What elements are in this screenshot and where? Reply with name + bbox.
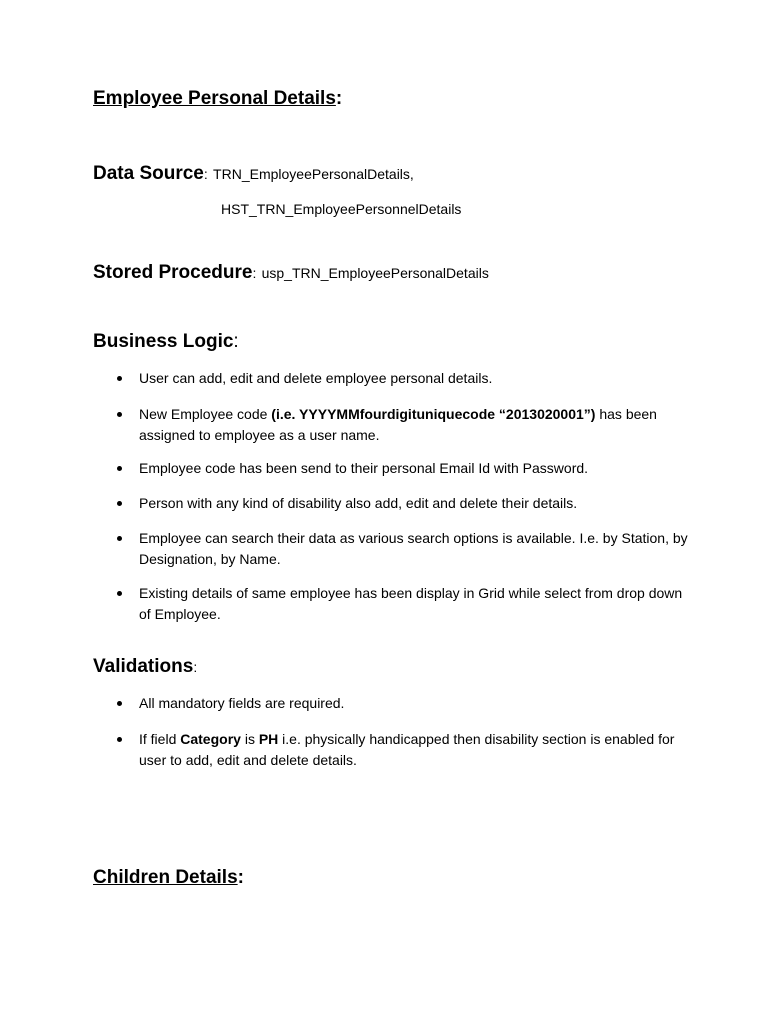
business-logic-colon: : <box>233 331 239 352</box>
stored-procedure-label: Stored Procedure <box>93 262 253 283</box>
bullet-icon <box>117 536 122 541</box>
children-details-heading <box>93 867 244 889</box>
bullet-icon <box>117 466 122 471</box>
list-item: Existing details of same employee has been display in Grid while select from drop down of Employee. <box>0 583 768 625</box>
data-source-section <box>93 163 414 185</box>
ph-value: PH <box>258 731 279 747</box>
bullet-icon <box>117 737 122 742</box>
bullet-icon <box>117 412 122 417</box>
category-field-name: Category <box>180 731 241 747</box>
list-item: If field Category is PH i.e. physically handicapped then disability section is enabled for user to add, edit and delete details. <box>0 729 768 771</box>
stored-procedure-section <box>93 262 489 284</box>
bullet-icon <box>117 701 122 706</box>
list-item: Person with any kind of disability also add, edit and delete their details. <box>0 493 768 514</box>
business-logic-heading <box>93 331 239 353</box>
data-source-value-2: HST_TRN_EmployeePersonnelDetails <box>221 201 462 217</box>
employee-code-format: (i.e. YYYYMMfourdigituniquecode “2013020001”) <box>271 406 596 422</box>
data-source-colon: : <box>203 166 208 182</box>
children-details-colon: : <box>237 867 244 888</box>
list-item: Employee can search their data as various search options is available. I.e. by Station, by Designation, by Name. <box>0 528 768 570</box>
bullet-icon <box>117 501 122 506</box>
data-source-label: Data Source <box>93 163 204 184</box>
list-item: All mandatory fields are required. <box>0 693 768 714</box>
business-logic-list <box>0 368 768 625</box>
stored-procedure-colon: : <box>252 265 257 281</box>
validations-heading <box>93 656 197 678</box>
stored-procedure-value: usp_TRN_EmployeePersonalDetails <box>261 265 489 281</box>
page-title-colon: : <box>335 88 343 109</box>
validations-label: Validations <box>93 656 194 677</box>
validations-list <box>0 693 768 771</box>
bullet-icon <box>117 376 122 381</box>
validations-colon: : <box>193 659 198 675</box>
bullet-icon <box>117 591 122 596</box>
list-item: Employee code has been send to their personal Email Id with Password. <box>0 458 768 479</box>
children-details-text: Children Details <box>93 867 238 888</box>
business-logic-label: Business Logic <box>93 331 234 352</box>
page-title <box>93 88 342 110</box>
list-item: User can add, edit and delete employee personal details. <box>0 368 768 389</box>
data-source-value-1: TRN_EmployeePersonalDetails, <box>213 166 414 182</box>
list-item: New Employee code (i.e. YYYYMMfourdigituniquecode “2013020001”) has been assigned to employee as a user name. <box>0 404 768 446</box>
page-title-text: Employee Personal Details <box>93 88 336 109</box>
